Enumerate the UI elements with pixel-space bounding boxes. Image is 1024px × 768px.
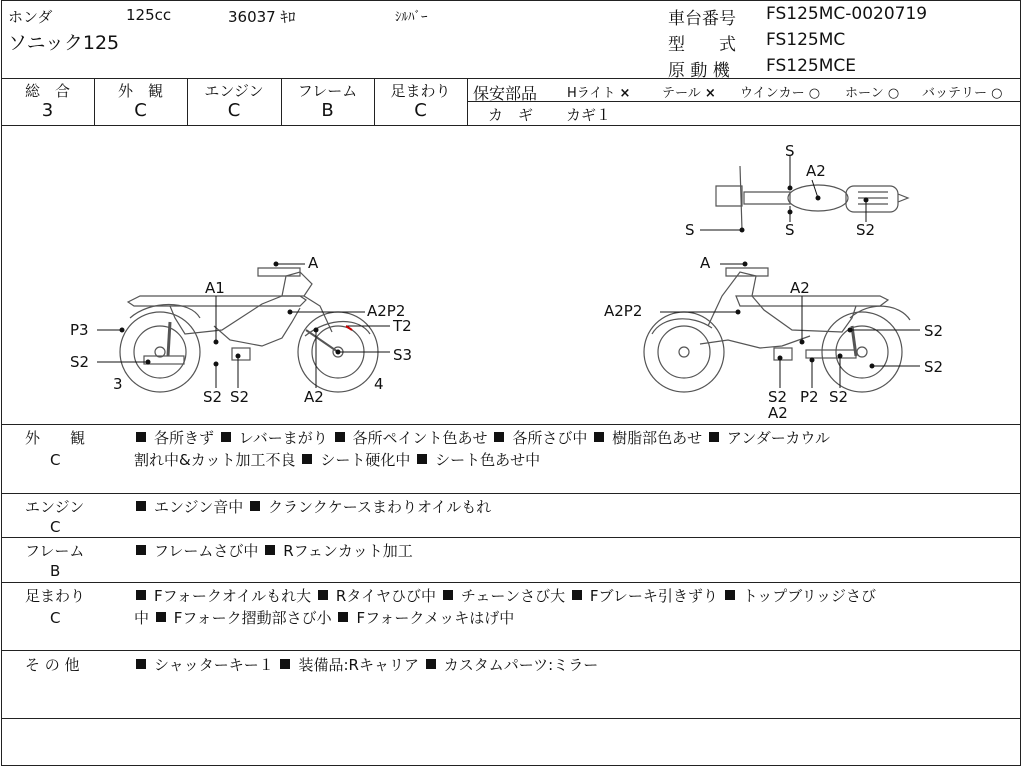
label-top-s-c: S (785, 221, 795, 239)
grade-label: 足まわり (390, 82, 451, 100)
label-left-s2-b: S2 (203, 388, 223, 406)
label-left-t2: T2 (393, 317, 412, 335)
label-top-a2: A2 (806, 162, 826, 180)
label-left-s3: S3 (393, 346, 413, 364)
label-right-a2-b: A2 (768, 404, 788, 422)
note-line: フレームさび中 Rフェンカット加工 (134, 540, 413, 562)
damage-diagram (0, 126, 1022, 424)
grade-label: フレーム (297, 82, 358, 100)
label-top-s: S (785, 142, 795, 160)
grade-label: エンジン (204, 82, 264, 100)
note-line: 中 Fフォーク摺動部さび小 Fフォークメッキはげ中 (134, 609, 515, 627)
frame-no-label: 車台番号 (668, 9, 736, 29)
label-top-s-b: S (685, 221, 695, 239)
label-left-s2: S2 (70, 353, 90, 371)
label-right-a2p2: A2P2 (604, 302, 643, 320)
type-value: FS125MC (766, 30, 846, 50)
label-left-a2p2: A2P2 (367, 302, 406, 320)
engine-value: FS125MCE (766, 56, 856, 76)
label-left-a2: A2 (304, 388, 324, 406)
note-grade: C (50, 609, 61, 627)
note-line: 割れ中&カット加工不良 シート硬化中 シート色あせ中 (134, 451, 541, 469)
note-category: エンジン (25, 498, 85, 516)
label-left-a1: A1 (205, 279, 225, 297)
label-left-s2-c: S2 (230, 388, 250, 406)
note-category: 足まわり (25, 587, 86, 605)
grade-value: 3 (41, 100, 54, 121)
mileage: 36037 ｷﾛ (228, 8, 296, 26)
note-category: フレーム (25, 542, 85, 560)
type-label: 型 式 (668, 35, 736, 55)
safety-item-tail: テール × (662, 86, 716, 101)
label-right-s2-c: S2 (768, 388, 788, 406)
maker: ホンダ (8, 8, 53, 26)
diagram-leader-lines (97, 156, 920, 388)
label-right-s2-a: S2 (924, 322, 944, 340)
note-category: 外 観 (25, 429, 86, 447)
note-line: Fフォークオイルもれ大 Rタイヤひび中 チェーンさび大 Fブレーキ引きずり トップブリッジさび (134, 585, 876, 607)
label-right-p2: P2 (800, 388, 819, 406)
label-right-a2: A2 (790, 279, 810, 297)
model-name: ソニック125 (8, 32, 120, 54)
engine-label: 原 動 機 (668, 61, 730, 81)
safety-item-battery: バッテリー ○ (922, 86, 1003, 101)
safety-item-horn: ホーン ○ (845, 86, 900, 101)
grade-value: C (414, 100, 427, 121)
key-value: カギ１ (566, 106, 612, 124)
label-right-a: A (700, 254, 711, 272)
note-line: シャッターキー１ 装備品:Rキャリア カスタムパーツ:ミラー (134, 654, 598, 676)
note-grade: B (50, 562, 61, 580)
grade-value: C (227, 100, 241, 121)
label-right-s2-b: S2 (924, 358, 944, 376)
label-left-4: 4 (374, 375, 384, 393)
grade-value: B (321, 100, 334, 121)
label-right-s2-d: S2 (829, 388, 849, 406)
safety-label: 保安部品 (473, 84, 538, 103)
grade-label: 外 観 (117, 82, 163, 100)
label-left-p3: P3 (70, 321, 89, 339)
frame-no-value: FS125MC-0020719 (766, 4, 928, 24)
label-top-s2: S2 (856, 221, 876, 239)
grade-label: 総 合 (24, 82, 70, 100)
note-category: そ の 他 (25, 656, 80, 674)
key-label: カ ギ (488, 106, 534, 124)
displacement: 125cc (126, 6, 172, 24)
label-left-3: 3 (113, 375, 123, 393)
color: ｼﾙﾊﾞｰ (395, 10, 428, 25)
safety-item-headlight: Hライト × (567, 86, 631, 101)
grade-value: C (134, 100, 147, 121)
safety-item-winker: ウインカー ○ (740, 86, 821, 101)
label-left-a: A (308, 254, 319, 272)
left-side-bike-drawing (120, 268, 378, 392)
note-line: 各所きず レバーまがり 各所ペイント色あせ 各所さび中 樹脂部色あせ アンダーカウル (134, 427, 830, 449)
note-grade: C (50, 518, 61, 536)
note-line: エンジン音中 クランクケースまわりオイルもれ (134, 496, 491, 518)
note-grade: C (50, 451, 61, 469)
